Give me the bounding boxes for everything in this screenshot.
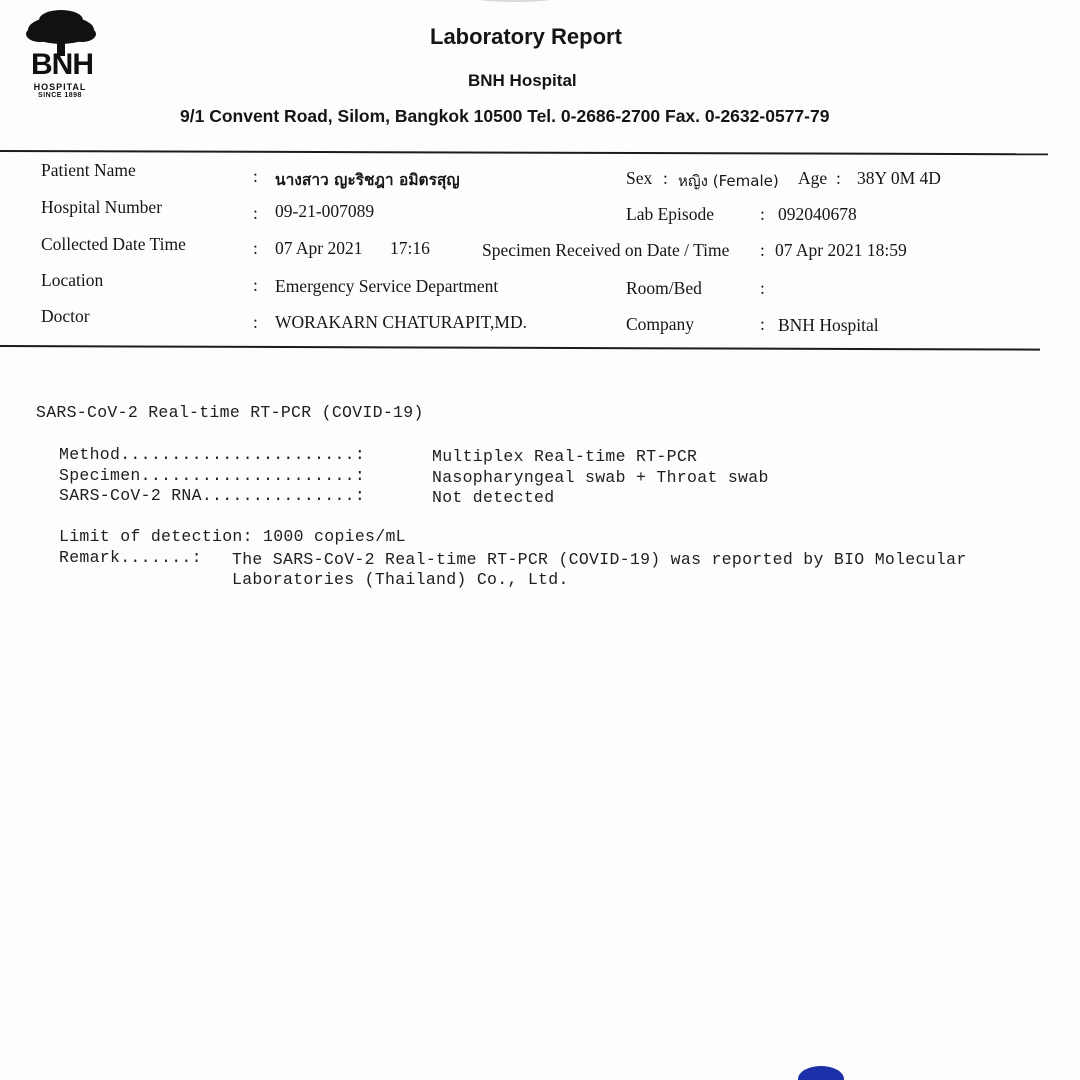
colon: : bbox=[760, 204, 765, 224]
lab-episode-value: 092040678 bbox=[778, 204, 857, 224]
logo-letters: BNH bbox=[31, 48, 93, 81]
colon: : bbox=[760, 314, 765, 334]
colon: : bbox=[253, 166, 258, 186]
logo-hospital-text: HOSPITAL bbox=[33, 82, 87, 92]
patient-name-label: Patient Name bbox=[41, 160, 136, 180]
colon: : bbox=[253, 312, 258, 332]
header-divider bbox=[0, 150, 1048, 155]
lab-episode-label: Lab Episode bbox=[626, 204, 714, 224]
colon: : bbox=[253, 203, 258, 223]
remark-line-1: The SARS-CoV-2 Real-time RT-PCR (COVID-19) was reported by BIO Molecular bbox=[232, 550, 967, 569]
rna-label: SARS-CoV-2 RNA...............: bbox=[59, 486, 366, 505]
sex-value: หญิง (Female) bbox=[678, 172, 779, 190]
company-label: Company bbox=[626, 314, 695, 334]
specimen-value: Nasopharyngeal swab + Throat swab bbox=[432, 468, 769, 487]
received-label: Specimen Received on Date / Time bbox=[482, 240, 730, 260]
hospital-address: 9/1 Convent Road, Silom, Bangkok 10500 Tel. 0-2686-2700 Fax. 0-2632-0577-79 bbox=[180, 106, 830, 126]
received-value: 07 Apr 2021 18:59 bbox=[775, 240, 907, 260]
collected-time: 17:16 bbox=[390, 238, 430, 258]
hospital-number-value: 09-21-007089 bbox=[275, 201, 375, 221]
patient-name-value: นางสาว ญะริชฎา อมิตรสุญ bbox=[275, 171, 460, 189]
age-value: 38Y 0M 4D bbox=[857, 168, 941, 188]
report-title: Laboratory Report bbox=[430, 24, 622, 49]
colon: : bbox=[253, 275, 258, 295]
logo-since-text: SINCE 1898 bbox=[38, 92, 82, 99]
sex-label: Sex bbox=[626, 168, 653, 188]
test-name: SARS-CoV-2 Real-time RT-PCR (COVID-19) bbox=[36, 403, 424, 422]
location-label: Location bbox=[41, 270, 104, 290]
colon: : bbox=[760, 240, 765, 260]
hospital-name: BNH Hospital bbox=[468, 71, 577, 90]
doctor-label: Doctor bbox=[41, 306, 90, 326]
remark-line-2: Laboratories (Thailand) Co., Ltd. bbox=[232, 570, 569, 589]
colon: : bbox=[760, 278, 765, 298]
collected-date: 07 Apr 2021 bbox=[275, 238, 363, 258]
colon: : bbox=[836, 168, 841, 188]
info-divider bbox=[0, 345, 1040, 351]
age-label: Age bbox=[798, 168, 828, 188]
company-value: BNH Hospital bbox=[778, 315, 879, 335]
rna-result: Not detected bbox=[432, 488, 555, 507]
specimen-label: Specimen.....................: bbox=[59, 466, 366, 485]
location-value: Emergency Service Department bbox=[275, 276, 499, 296]
limit-of-detection: Limit of detection: 1000 copies/mL bbox=[59, 527, 406, 546]
bnh-logo bbox=[24, 10, 98, 99]
hospital-number-label: Hospital Number bbox=[41, 197, 163, 217]
method-value: Multiplex Real-time RT-PCR bbox=[432, 447, 698, 466]
method-label: Method.......................: bbox=[59, 445, 366, 464]
scan-shadow bbox=[470, 0, 560, 2]
ink-stamp bbox=[798, 1066, 844, 1080]
colon: : bbox=[663, 168, 668, 188]
collected-label: Collected Date Time bbox=[41, 234, 186, 254]
remark-label: Remark.......: bbox=[59, 548, 202, 567]
colon: : bbox=[253, 238, 258, 258]
room-bed-label: Room/Bed bbox=[626, 278, 702, 298]
doctor-value: WORAKARN CHATURAPIT,MD. bbox=[275, 312, 527, 332]
